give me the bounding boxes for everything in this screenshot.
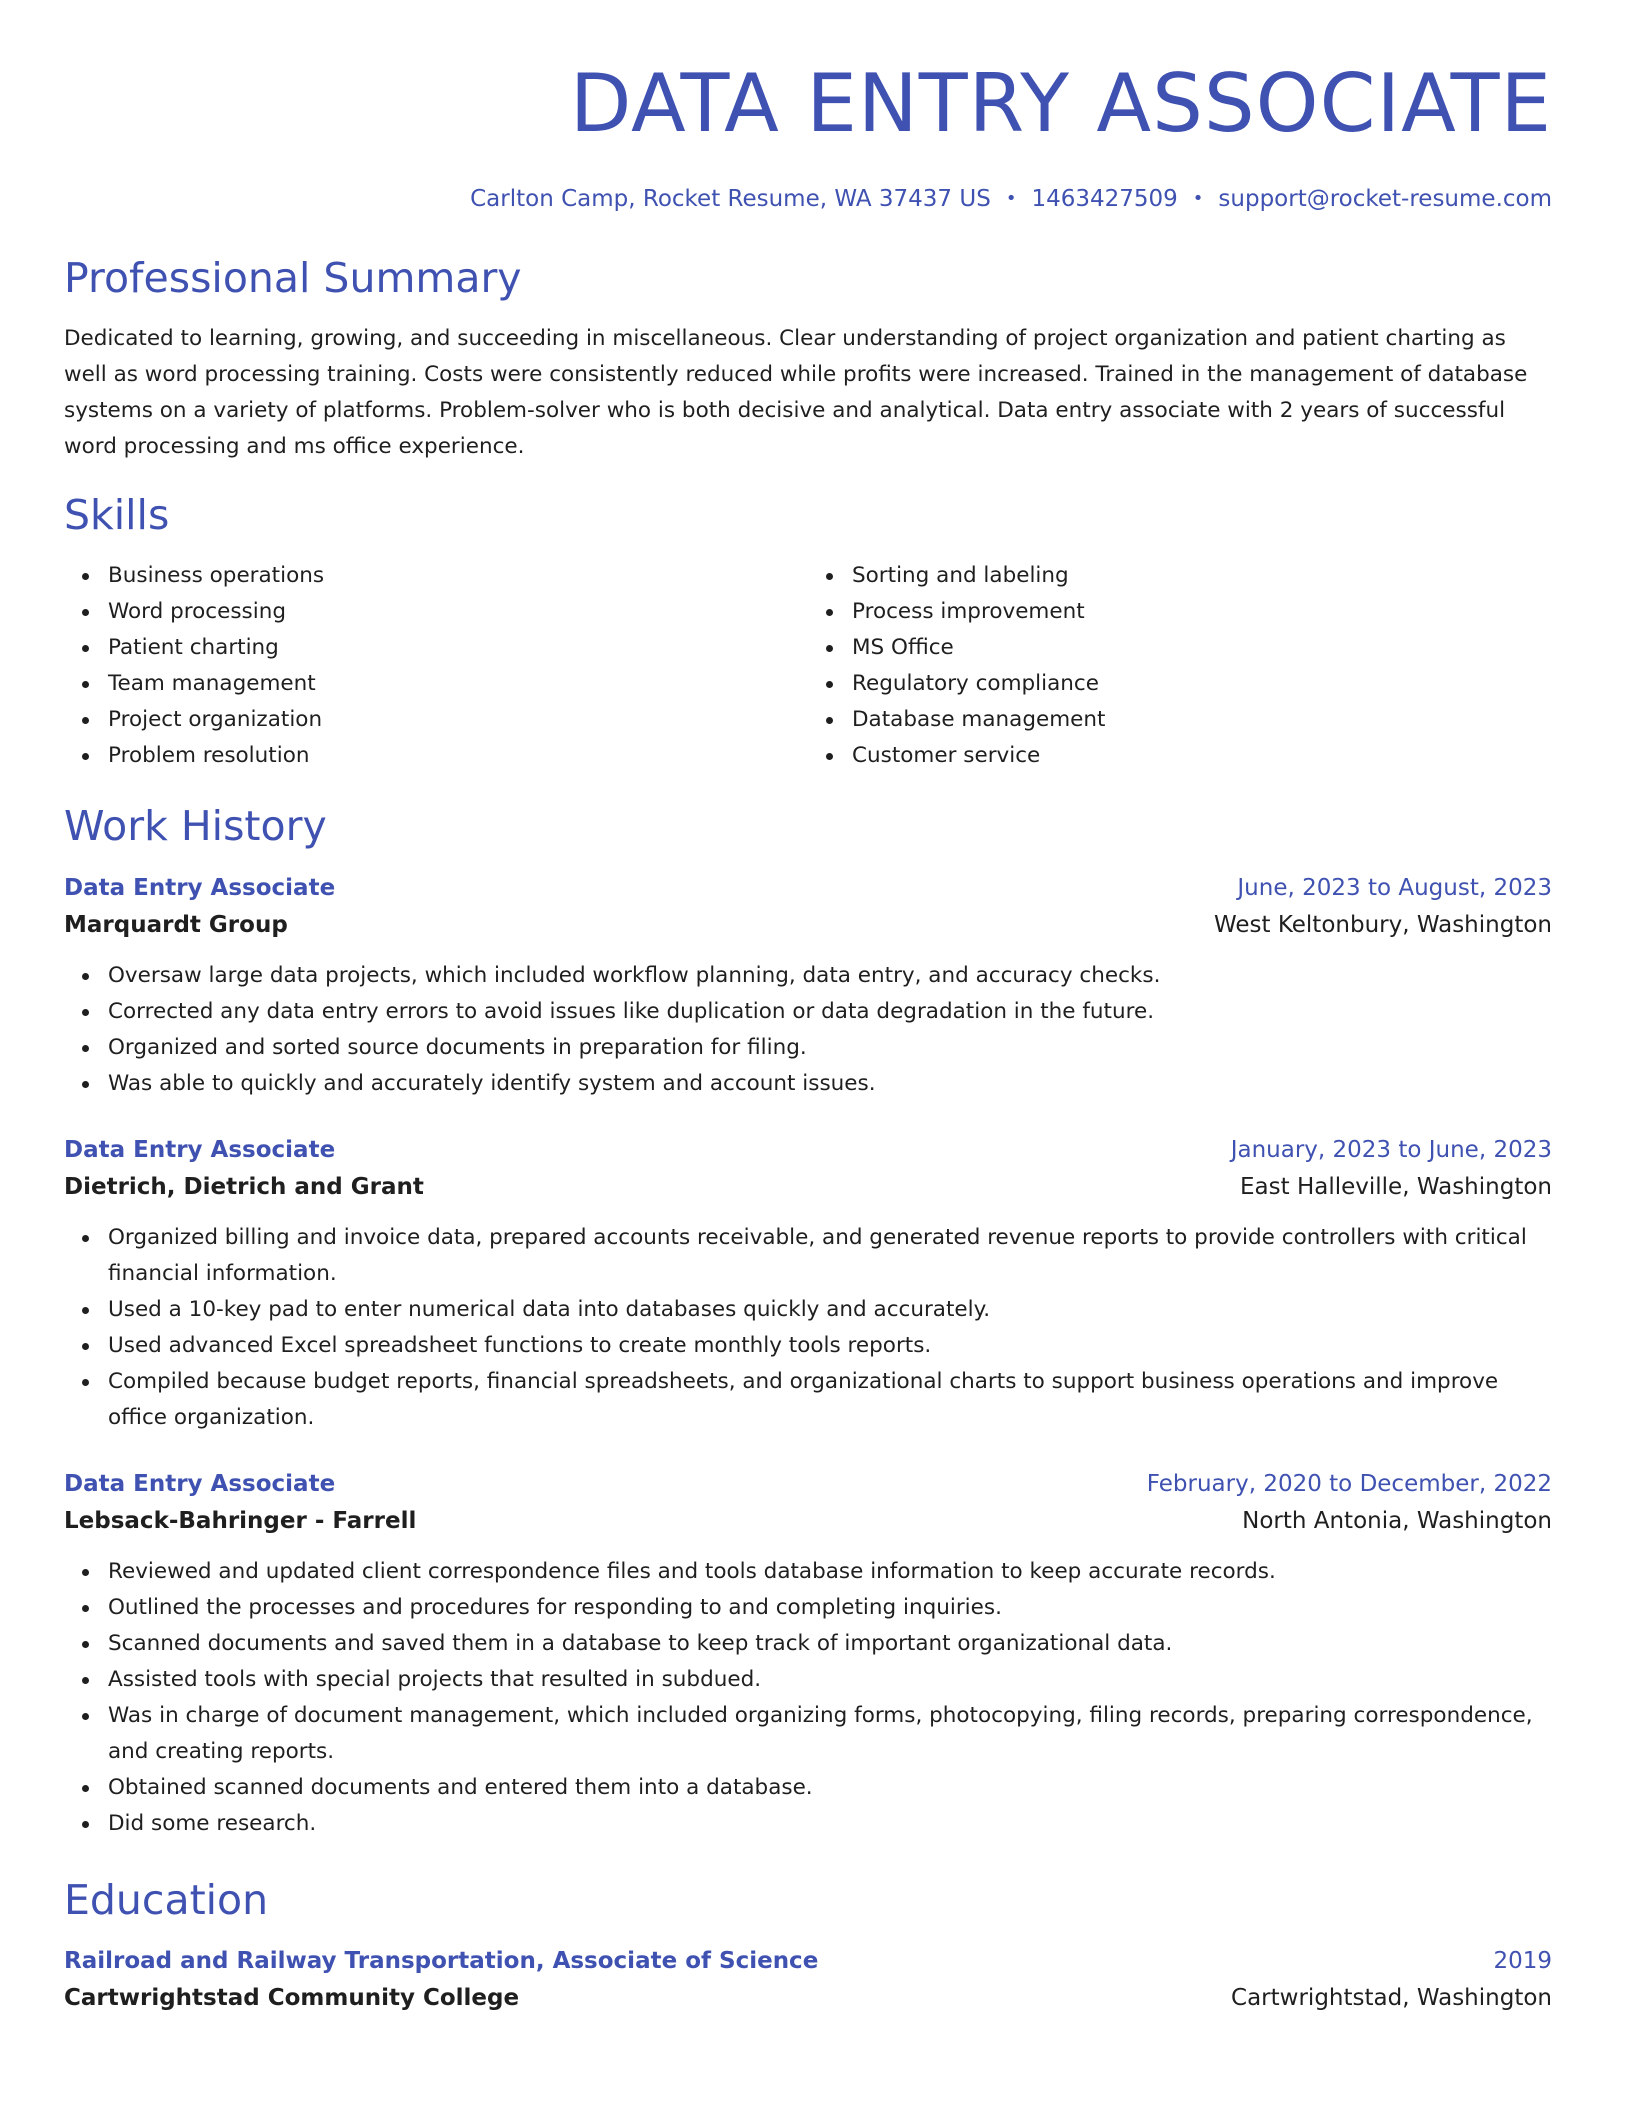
job-dates: February, 2020 to December, 2022 — [1146, 1470, 1552, 1497]
skill-item: Process improvement — [852, 594, 1552, 630]
skills-grid — [64, 558, 1552, 774]
skills-heading: Skills — [64, 491, 170, 540]
resume-title: DATA ENTRY ASSOCIATE — [569, 57, 1552, 150]
job-bullets — [64, 958, 1552, 1102]
job-entry — [64, 1132, 1552, 1436]
job-bullet: Outlined the processes and procedures for responding to and completing inquiries. — [108, 1590, 1552, 1626]
job-bullet: Assisted tools with special projects that resulted in subdued. — [108, 1662, 1552, 1698]
skill-item: Project organization — [108, 702, 808, 738]
job-bullets — [64, 1220, 1552, 1436]
job-bullets — [64, 1554, 1552, 1842]
job-bullet: Organized and sorted source documents in preparation for filing. — [108, 1030, 1552, 1066]
skill-item: Team management — [108, 666, 808, 702]
contact-email[interactable]: support@rocket-resume.com — [1218, 186, 1552, 212]
job-location: North Antonia, Washington — [1242, 1507, 1552, 1534]
skills-list-left — [64, 558, 808, 774]
job-subheader — [64, 906, 1552, 944]
job-subheader — [64, 1168, 1552, 1206]
skill-item: Database management — [852, 702, 1552, 738]
skill-item: Problem resolution — [108, 738, 808, 774]
summary-heading: Professional Summary — [64, 254, 522, 302]
summary-text: Dedicated to learning, growing, and succeeding in miscellaneous. Clear understanding of project organization and patient charting as well as word processing training. Costs were consistently reduced while profits were increased. Trained in the management of database systems on a variety of platforms. Problem-solver who is both decisive and analytical. Data entry associate with 2 years of successful word processing and ms office experience. — [64, 326, 1528, 460]
job-location: West Keltonbury, Washington — [1213, 911, 1552, 938]
contact-address: Carlton Camp, Rocket Resume, WA 37437 US — [470, 186, 991, 212]
work-history-list — [64, 870, 1552, 1842]
job-bullet: Used a 10-key pad to enter numerical data into databases quickly and accurately. — [108, 1292, 1552, 1328]
education-heading: Education — [64, 1875, 269, 1924]
education-header — [64, 1943, 1552, 1979]
job-role: Data Entry Associate — [64, 1136, 336, 1163]
job-bullet: Oversaw large data projects, which included workflow planning, data entry, and accuracy checks. — [108, 958, 1552, 994]
job-company: Lebsack-Bahringer - Farrell — [64, 1507, 417, 1534]
job-bullet: Scanned documents and saved them in a database to keep track of important organizational data. — [108, 1626, 1552, 1662]
separator-dot: • — [1005, 188, 1017, 209]
education-school: Cartwrightstad Community College — [64, 1984, 520, 2011]
education-year: 2019 — [1493, 1947, 1552, 1974]
job-role: Data Entry Associate — [64, 874, 336, 901]
job-company: Dietrich, Dietrich and Grant — [64, 1173, 424, 1200]
job-location: East Halleville, Washington — [1240, 1173, 1552, 1200]
job-bullet: Reviewed and updated client correspondence files and tools database information to keep accurate records. — [108, 1554, 1552, 1590]
skill-item: Business operations — [108, 558, 808, 594]
skill-item: Word processing — [108, 594, 808, 630]
education-degree: Railroad and Railway Transportation, Associate of Science — [64, 1947, 819, 1974]
separator-dot: • — [1192, 188, 1204, 209]
education-location: Cartwrightstad, Washington — [1231, 1984, 1552, 2011]
job-entry — [64, 870, 1552, 1102]
job-company: Marquardt Group — [64, 911, 288, 938]
job-header — [64, 1132, 1552, 1168]
job-bullet: Used advanced Excel spreadsheet functions to create monthly tools reports. — [108, 1328, 1552, 1364]
job-header — [64, 1466, 1552, 1502]
job-subheader — [64, 1502, 1552, 1540]
skill-item: Patient charting — [108, 630, 808, 666]
contact-line — [64, 186, 1552, 212]
job-bullet: Compiled because budget reports, financial spreadsheets, and organizational charts to support business operations and improve office organization. — [108, 1364, 1552, 1436]
job-bullet: Corrected any data entry errors to avoid issues like duplication or data degradation in the future. — [108, 994, 1552, 1030]
skill-item: Regulatory compliance — [852, 666, 1552, 702]
skill-item: MS Office — [852, 630, 1552, 666]
skill-item: Sorting and labeling — [852, 558, 1552, 594]
job-role: Data Entry Associate — [64, 1470, 336, 1497]
job-dates: June, 2023 to August, 2023 — [1237, 874, 1552, 901]
job-bullet: Was able to quickly and accurately identify system and account issues. — [108, 1066, 1552, 1102]
contact-phone: 1463427509 — [1031, 186, 1178, 212]
skill-item: Customer service — [852, 738, 1552, 774]
job-dates: January, 2023 to June, 2023 — [1230, 1136, 1552, 1163]
job-bullet: Was in charge of document management, which included organizing forms, photocopying, filing records, preparing correspondence, and creating reports. — [108, 1698, 1552, 1770]
resume-page — [64, 0, 1552, 2017]
job-header — [64, 870, 1552, 906]
job-bullet: Obtained scanned documents and entered them into a database. — [108, 1770, 1552, 1806]
skills-list-right — [808, 558, 1552, 774]
job-bullet: Did some research. — [108, 1806, 1552, 1842]
job-entry — [64, 1466, 1552, 1842]
education-subheader — [64, 1979, 1552, 2017]
work-history-heading: Work History — [64, 802, 327, 851]
job-bullet: Organized billing and invoice data, prepared accounts receivable, and generated revenue reports to provide controllers with critical financial information. — [108, 1220, 1552, 1292]
education-entry — [64, 1943, 1552, 2017]
